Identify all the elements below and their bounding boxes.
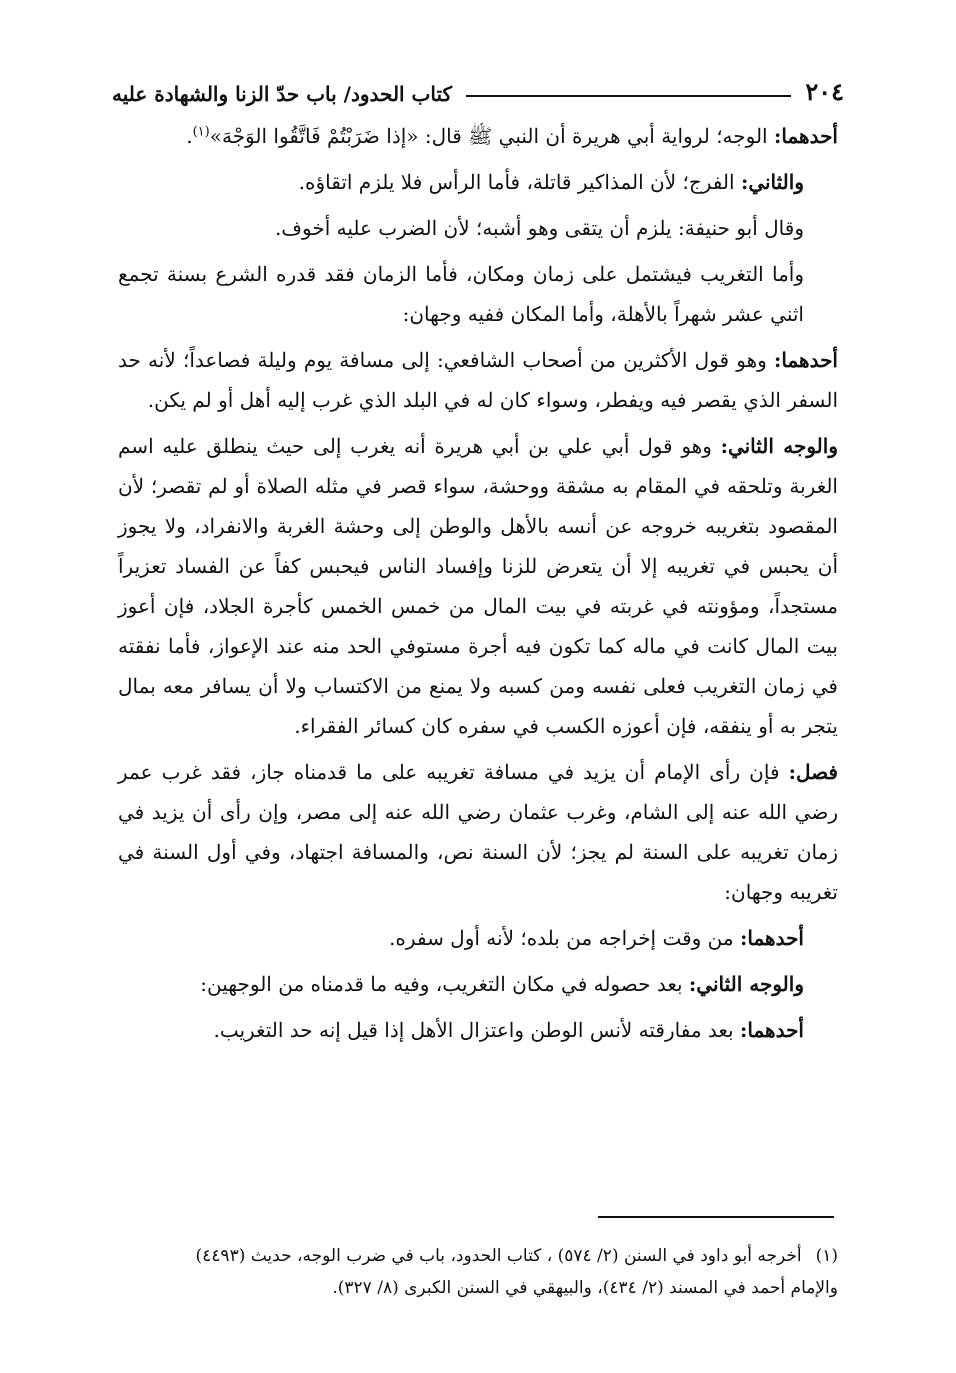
paragraph-lead: أحدهما: bbox=[739, 926, 804, 950]
paragraph-text: وقال أبو حنيفة: يلزم أن يتقى وهو أشبه؛ لأن الضرب عليه أخوف. bbox=[274, 216, 804, 240]
paragraph-text: وأما التغريب فيشتمل على زمان ومكان، فأما الزمان فقد قدره الشرع بسنة تجمع اثني عشر شهراً بالأهلة، وأما المكان ففيه وجهان: bbox=[118, 262, 804, 326]
paragraph-text: وهو قول أبي علي بن أبي هريرة أنه يغرب إلى حيث ينطلق عليه اسم الغربة وتلحقه في المقام به مشقة ووحشة، سواء قصر في مثله الصلاة أو لم تقصر؛ لأن المقصود بتغريبه خروجه عن أنسه بالأهل والوطن إلى وحشة الغربة والانفراد، ولا يجوز أن يحبس في تغريبه إلا أن يتعرض للزنا وإفساد الناس فيحبس كفاً عن الفساد تعزيراً مستجداً، ومؤونته في غربته في بيت المال من خمس الخمس كأجرة الجلاد، فإن أعوز بيت المال كانت في ماله كما تكون فيه أجرة مستوفي الحد منه عند الإعواز، فأما نفقته في زمان التغريب فعلى نفسه ومن كسبه ولا يمنع من الاكتساب ولا أن يسافر معه بمال يتجر به أو ينفقه، فإن أعوزه الكسب في سفره كان كسائر الفقراء. bbox=[118, 434, 838, 738]
paragraph bbox=[118, 116, 838, 156]
paragraph bbox=[118, 918, 838, 958]
paragraph bbox=[118, 1010, 838, 1050]
paragraph bbox=[118, 426, 838, 746]
paragraph-text: من وقت إخراجه من بلده؛ لأنه أول سفره. bbox=[389, 926, 740, 950]
footnotes bbox=[118, 1240, 838, 1304]
footnote-reference: (١) bbox=[192, 124, 210, 140]
footnote bbox=[118, 1240, 838, 1272]
page-number: ٢٠٤ bbox=[805, 77, 844, 106]
paragraph-lead: فصل: bbox=[788, 760, 838, 784]
paragraph-tail: . bbox=[186, 124, 193, 148]
paragraph bbox=[118, 340, 838, 420]
paragraph-text: وهو قول الأكثرين من أصحاب الشافعي: إلى مسافة يوم وليلة فصاعداً؛ لأنه حد السفر الذي يقصر فيه ويفطر، وسواء كان له في البلد الذي غرب إليه أهل أو لم يكن. bbox=[118, 348, 838, 412]
footnote-continuation: والإمام أحمد في المسند (٢/ ٤٣٤)، والبيهقي في السنن الكبرى (٨/ ٣٢٧). bbox=[332, 1278, 838, 1298]
footnote-number: (١) bbox=[815, 1246, 838, 1266]
paragraph-text: بعد حصوله في مكان التغريب، وفيه ما قدمناه من الوجهين: bbox=[200, 972, 689, 996]
paragraph bbox=[118, 752, 838, 912]
paragraph-text: فإن رأى الإمام أن يزيد في مسافة تغريبه على ما قدمناه جاز، فقد غرب عمر رضي الله عنه إلى الشام، وغرب عثمان رضي الله عنه إلى مصر، وإن رأى أن يزيد في زمان تغريبه على السنة لم يجز؛ لأن السنة نص، والمسافة اجتهاد، وفي أول السنة في تغريبه وجهان: bbox=[118, 760, 838, 904]
paragraph bbox=[118, 964, 838, 1004]
header-rule bbox=[466, 95, 791, 97]
paragraph-lead: والوجه الثاني: bbox=[688, 972, 804, 996]
paragraph-text: الوجه؛ لرواية أبي هريرة أن النبي ﷺ قال: «إذا ضَرَبْتُمْ فَاتَّقُوا الوَجْهَ» bbox=[209, 124, 774, 148]
paragraph-lead: أحدهما: bbox=[773, 124, 838, 148]
paragraph-lead: والوجه الثاني: bbox=[720, 434, 838, 458]
main-text bbox=[118, 116, 838, 1056]
paragraph bbox=[118, 162, 838, 202]
footnote-divider bbox=[598, 1216, 834, 1218]
paragraph-text: بعد مفارقته لأنس الوطن واعتزال الأهل إذا قيل إنه حد التغريب. bbox=[213, 1018, 740, 1042]
paragraph bbox=[118, 254, 838, 334]
paragraph bbox=[118, 208, 838, 248]
paragraph-lead: أحدهما: bbox=[773, 348, 838, 372]
paragraph-text: الفرج؛ لأن المذاكير قاتلة، فأما الرأس فلا يلزم اتقاؤه. bbox=[298, 170, 741, 194]
page-header bbox=[112, 72, 844, 106]
running-title: كتاب الحدود/ باب حدّ الزنا والشهادة عليه bbox=[112, 82, 453, 106]
paragraph-lead: أحدهما: bbox=[739, 1018, 804, 1042]
footnote-text: أخرجه أبو داود في السنن (٢/ ٥٧٤) ، كتاب الحدود، باب في ضرب الوجه، حديث (٤٤٩٣) bbox=[195, 1246, 802, 1266]
paragraph-lead: والثاني: bbox=[740, 170, 804, 194]
